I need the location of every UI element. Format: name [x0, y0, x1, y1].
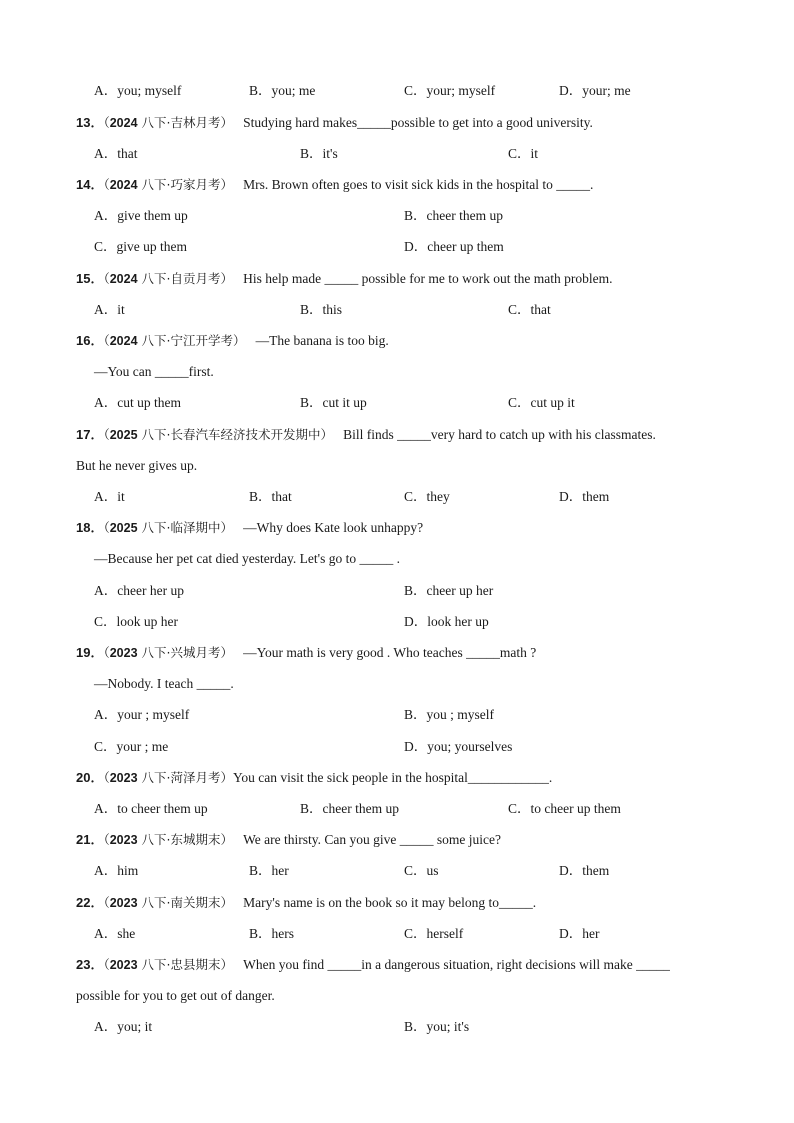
option-a: A．you; myself: [94, 83, 182, 98]
option-b: B．her: [249, 863, 289, 878]
option-a: A．you; it: [94, 1019, 153, 1034]
q22-stem: 22．（2023 八下·南关期末） Mary's name is on the book so it may belong to_____.: [76, 895, 537, 910]
option-b: B．cheer them up: [300, 801, 399, 816]
q16-options: [94, 393, 734, 413]
q18-stem: 18．（2025 八下·临泽期中） —Why does Kate look unhappy?: [76, 520, 424, 535]
option-d: D．your; me: [559, 83, 631, 98]
option-a: A．it: [94, 489, 125, 504]
q16-stem: 16．（2024 八下·宁江开学考） —The banana is too big.: [76, 333, 389, 348]
option-a: A．she: [94, 926, 136, 941]
option-a: A．that: [94, 146, 138, 161]
q18-stem-line2: —Because her pet cat died yesterday. Let's go to _____ .: [94, 551, 400, 566]
q13-options: [94, 144, 734, 164]
option-b: B．this: [300, 302, 343, 317]
q16-stem-line2: —You can _____first.: [94, 364, 214, 379]
option-a: A．your ; myself: [94, 707, 190, 722]
q14-options-row2: [94, 237, 734, 257]
option-a: A．cut up them: [94, 395, 181, 410]
q19-stem: 19．（2023 八下·兴城月考） —Your math is very good . Who teaches _____math ?: [76, 645, 537, 660]
q17-stem: 17．（2025 八下·长春汽车经济技术开发期中） Bill finds _____very hard to catch up with his classmates.: [76, 427, 656, 442]
q18-options-row2: [94, 612, 734, 632]
option-c: C．your ; me: [94, 739, 169, 754]
q12-options: [94, 81, 734, 101]
q23-options: [94, 1017, 734, 1037]
option-c: C．your; myself: [404, 83, 496, 98]
option-b: B．cheer them up: [404, 208, 503, 223]
q17-options: [94, 487, 734, 507]
option-b: B．that: [249, 489, 292, 504]
option-d: D．her: [559, 926, 600, 941]
option-b: B．you; it's: [404, 1019, 470, 1034]
option-a: A．him: [94, 863, 139, 878]
option-c: C．us: [404, 863, 439, 878]
option-c: C．that: [508, 302, 551, 317]
option-d: D．cheer up them: [404, 239, 504, 254]
q21-stem: 21．（2023 八下·东城期末） We are thirsty. Can you give _____ some juice?: [76, 832, 501, 847]
q23-stem-line2: possible for you to get out of danger.: [76, 988, 275, 1003]
option-b: B．it's: [300, 146, 338, 161]
option-b: B．you ; myself: [404, 707, 494, 722]
option-b: B．cut it up: [300, 395, 367, 410]
option-c: C．give up them: [94, 239, 187, 254]
option-a: A．cheer her up: [94, 583, 184, 598]
option-a: A．give them up: [94, 208, 188, 223]
q19-options-row1: [94, 705, 734, 725]
q14-stem: 14．（2024 八下·巧家月考） Mrs. Brown often goes to visit sick kids in the hospital to _____.: [76, 177, 594, 192]
option-c: C．look up her: [94, 614, 178, 629]
q19-options-row2: [94, 737, 734, 757]
option-b: B．you; me: [249, 83, 316, 98]
option-d: D．you; yourselves: [404, 739, 513, 754]
option-c: C．to cheer up them: [508, 801, 621, 816]
q19-stem-line2: —Nobody. I teach _____.: [94, 676, 234, 691]
q20-stem: 20．（2023 八下·菏泽月考）You can visit the sick people in the hospital____________.: [76, 770, 553, 785]
option-a: A．to cheer them up: [94, 801, 208, 816]
option-a: A．it: [94, 302, 125, 317]
q17-stem-line2: But he never gives up.: [76, 458, 198, 473]
q14-options-row1: [94, 206, 734, 226]
option-c: C．it: [508, 146, 539, 161]
option-c: C．herself: [404, 926, 464, 941]
q21-options: [94, 861, 734, 881]
option-d: D．look her up: [404, 614, 489, 629]
q20-options: [94, 799, 734, 819]
q15-options: [94, 300, 734, 320]
q15-stem: 15．（2024 八下·自贡月考） His help made _____ possible for me to work out the math problem.: [76, 271, 613, 286]
option-b: B．cheer up her: [404, 583, 494, 598]
option-c: C．they: [404, 489, 450, 504]
option-d: D．them: [559, 489, 610, 504]
q23-stem: 23．（2023 八下·忠县期末） When you find _____in a dangerous situation, right decisions will make _____: [76, 957, 670, 972]
option-c: C．cut up it: [508, 395, 575, 410]
option-b: B．hers: [249, 926, 294, 941]
q18-options-row1: [94, 581, 734, 601]
option-d: D．them: [559, 863, 610, 878]
q13-stem: 13．（2024 八下·吉林月考） Studying hard makes_____possible to get into a good university.: [76, 115, 593, 130]
q22-options: [94, 924, 734, 944]
